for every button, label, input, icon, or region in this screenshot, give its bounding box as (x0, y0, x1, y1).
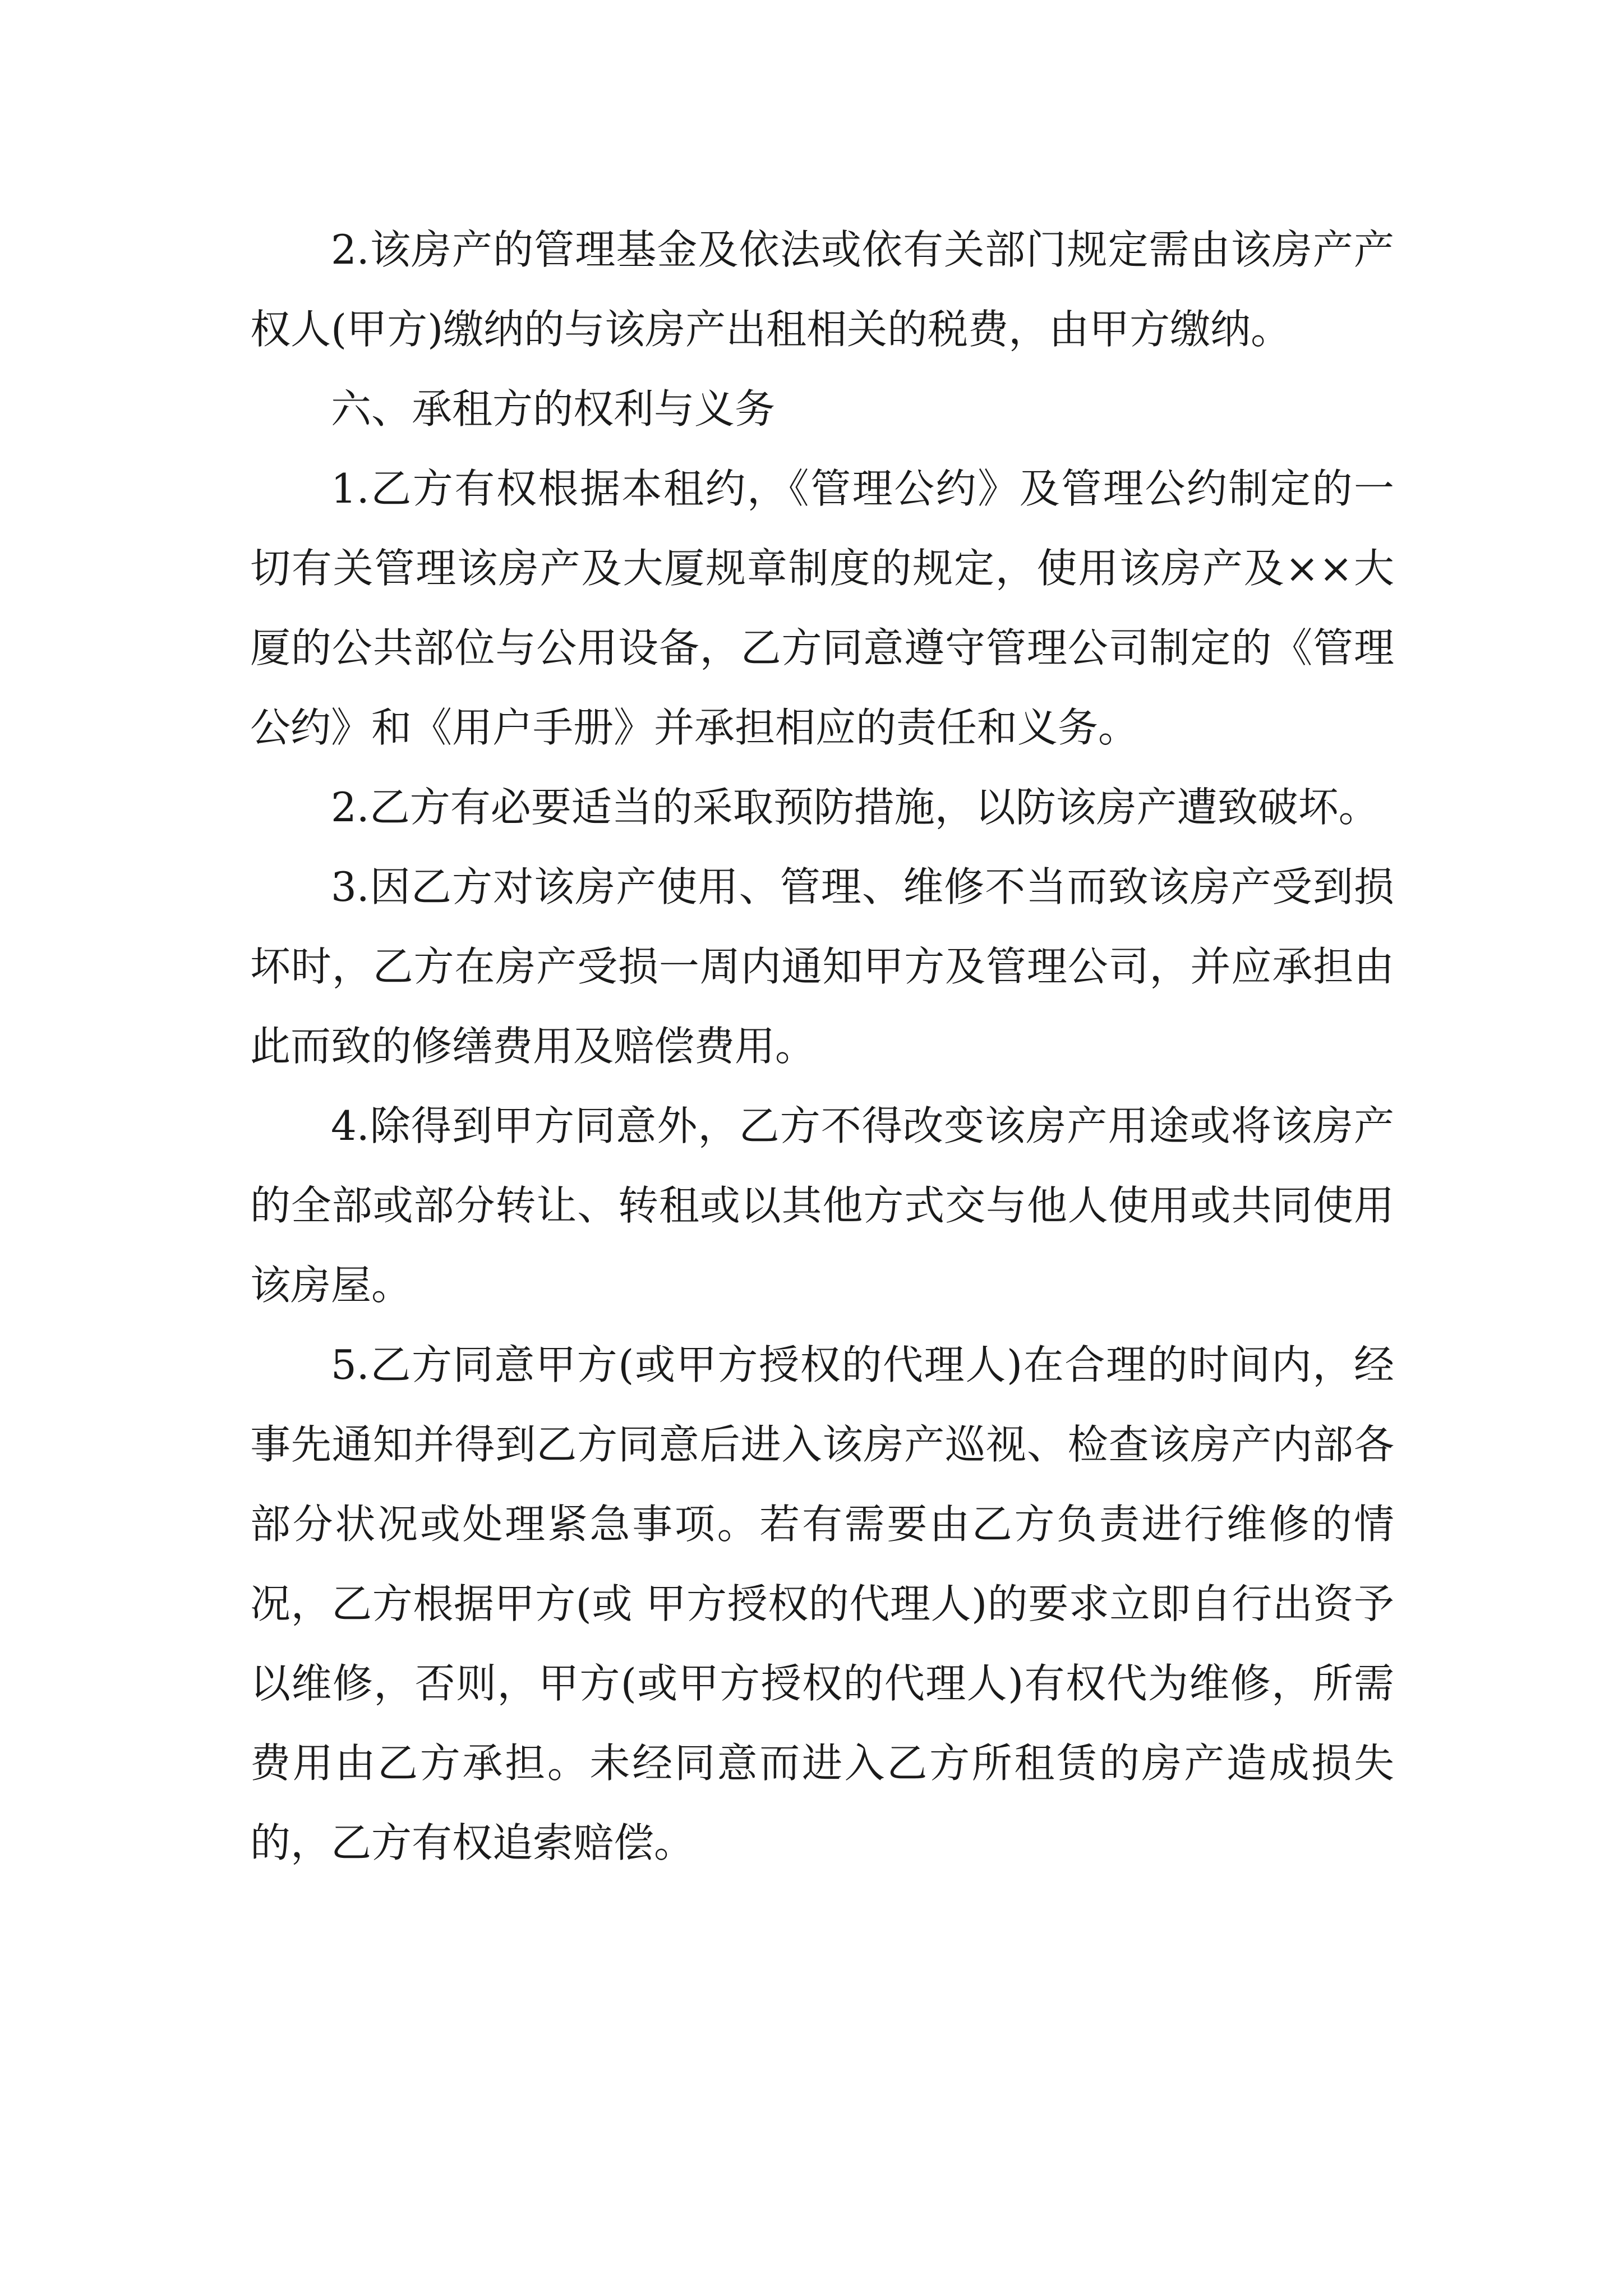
paragraph-clause-4: 4.除得到甲方同意外，乙方不得改变该房产用途或将该房产的全部或部分转让、转租或以其他方式交与他人使用或共同使用该房屋。 (250, 1102, 1394, 1309)
paragraph-clause-3: 3.因乙方对该房产使用、管理、维修不当而致该房产受到损坏时，乙方在房产受损一周内通知甲方及管理公司，并应承担由此而致的修缮费用及赔偿费用。 (250, 863, 1394, 1070)
paragraph-tax-fees: 2.该房产的管理基金及依法或依有关部门规定需由该房产产权人(甲方)缴纳的与该房产出租相关的税费，由甲方缴纳。 (250, 226, 1394, 353)
section-heading-tenant-rights: 六、承租方的权利与义务 (331, 385, 776, 432)
document-body (250, 210, 1394, 1883)
paragraph-clause-2: 2.乙方有必要适当的采取预防措施，以防该房产遭致破坏。 (331, 784, 1379, 831)
paragraph-clause-1: 1.乙方有权根据本租约，《管理公约》及管理公约制定的一切有关管理该房产及大厦规章制度的规定，使用该房产及××大厦的公共部位与公用设备，乙方同意遵守管理公司制定的《管理公约》和《用户手册》并承担相应的责任和义务。 (250, 465, 1394, 751)
paragraph-clause-5: 5.乙方同意甲方(或甲方授权的代理人)在合理的时间内，经事先通知并得到乙方同意后进入该房产巡视、检查该房产内部各部分状况或处理紧急事项。若有需要由乙方负责进行维修的情况，乙方根据甲方(或 甲方授权的代理人)的要求立即自行出资予以维修，否则，甲方(或甲方授权的代理人)有权代为维修，所需费用由乙方承担。未经同意而进入乙方所租赁的房产造成损失的，乙方有权追索赔偿。 (250, 1341, 1394, 1866)
